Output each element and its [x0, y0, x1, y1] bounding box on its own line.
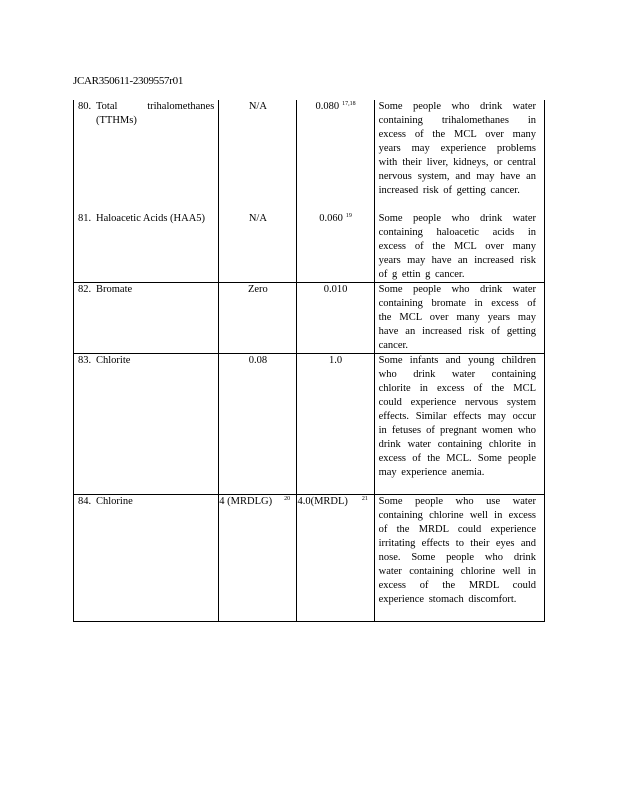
- contaminant-table: [73, 100, 545, 622]
- mclg-value: 0.08: [248, 355, 268, 366]
- mcl-value: 0.080: [315, 101, 340, 112]
- health-effects-text: Some people who use water containing chlorine well in excess of the MRDL could experience irritating effects to their eyes and nose. Some people who drink water containing chlorine well in excess of the MRDL could experience stomach discomfort.: [378, 496, 536, 605]
- health-effects-text: Some infants and young children who drink water containing chlorite in excess of the MCL could experience nervous system effects. Similar effects may occur in fetuses of pregnant women who drink water containing chlorite in excess of the MCL. Some people may experience anemia.: [378, 355, 536, 478]
- mcl-value: 4.0(MRDL): [297, 496, 348, 507]
- mcl-value: 0.010: [323, 284, 348, 295]
- contaminant-name: Bromate: [96, 284, 133, 295]
- mclg-value: N/A: [248, 101, 267, 112]
- contaminant-name: Chlorine: [96, 496, 133, 507]
- row-number: 84.: [78, 496, 92, 507]
- mcl-cell: [297, 100, 374, 212]
- contaminant-name-cell: [74, 100, 219, 212]
- mcl-value: 1.0: [328, 355, 343, 366]
- contaminant-name-cell: [74, 283, 219, 354]
- contaminant-name-cell: [74, 212, 219, 283]
- mclg-value: 4 (MRDLG): [219, 496, 273, 507]
- contaminant-name: Total trihalomethanes (TTHMs): [96, 101, 215, 126]
- mclg-cell: [219, 495, 297, 622]
- row-number: 81.: [78, 213, 92, 224]
- table-row: [74, 495, 545, 622]
- row-number: 83.: [78, 355, 92, 366]
- mcl-cell: [297, 283, 374, 354]
- mcl-footnote: 19: [345, 212, 352, 219]
- contaminant-name: Haloacetic Acids (HAA5): [96, 213, 206, 224]
- mclg-cell: [219, 212, 297, 283]
- mclg-cell: [219, 100, 297, 212]
- contaminant-name: Chlorite: [96, 355, 131, 366]
- table-row: [74, 100, 545, 212]
- mclg-footnote: 20: [284, 495, 291, 502]
- mcl-cell: [297, 495, 374, 622]
- contaminant-name-cell: [74, 495, 219, 622]
- mcl-footnote: 17,18: [342, 100, 356, 107]
- table-row: [74, 283, 545, 354]
- document-id: JCAR350611-2309557r01: [73, 75, 184, 87]
- mcl-cell: [297, 354, 374, 495]
- table-row: [74, 212, 545, 283]
- mclg-value: N/A: [248, 213, 267, 224]
- mclg-cell: [219, 283, 297, 354]
- row-number: 80.: [78, 101, 92, 112]
- mcl-cell: [297, 212, 374, 283]
- table-row: [74, 354, 545, 495]
- health-effects-text: Some people who drink water containing bromate in excess of the MCL over many years may have an increased risk of getting cancer.: [378, 284, 536, 351]
- health-effects-cell: [374, 495, 544, 622]
- health-effects-cell: [374, 100, 544, 212]
- mcl-value: 0.060: [319, 213, 343, 224]
- mcl-footnote: 21: [361, 495, 368, 502]
- health-effects-text: Some people who drink water containing haloacetic acids in excess of the MCL over many years may have an increased risk of g ettin g cancer.: [378, 213, 536, 280]
- health-effects-cell: [374, 283, 544, 354]
- row-number: 82.: [78, 284, 92, 295]
- mclg-value: Zero: [247, 284, 268, 295]
- mclg-cell: [219, 354, 297, 495]
- health-effects-cell: [374, 354, 544, 495]
- health-effects-cell: [374, 212, 544, 283]
- contaminant-name-cell: [74, 354, 219, 495]
- health-effects-text: Some people who drink water containing trihalomethanes in excess of the MCL over many years may experience problems with their liver, kidneys, or central nervous system, and may have an increased risk of getting cancer.: [378, 101, 536, 196]
